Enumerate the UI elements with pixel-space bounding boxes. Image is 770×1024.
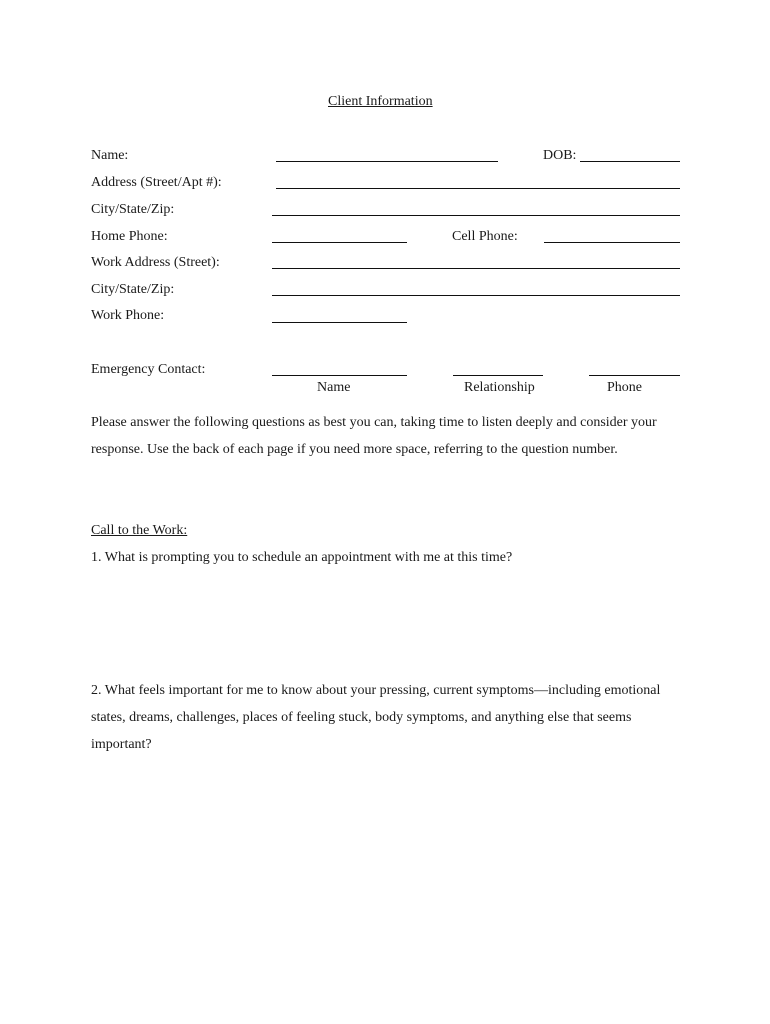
work-address-field[interactable]	[272, 268, 680, 269]
dob-field[interactable]	[580, 161, 680, 162]
label-emergency-contact: Emergency Contact:	[91, 362, 206, 377]
caption-relationship: Relationship	[464, 380, 535, 395]
emergency-name-field[interactable]	[272, 375, 407, 376]
label-work-city-state-zip: City/State/Zip:	[91, 282, 175, 297]
instructions-paragraph: Please answer the following questions as best you can, taking time to listen deeply and consider your response. Use the back of each page if you need more space, referring to the question number.	[91, 415, 657, 457]
label-address: Address (Street/Apt #):	[91, 175, 222, 190]
label-home-phone: Home Phone:	[91, 229, 168, 244]
cell-phone-field[interactable]	[544, 242, 680, 243]
question-1: 1. What is prompting you to schedule an appointment with me at this time?	[91, 550, 513, 565]
label-city-state-zip: City/State/Zip:	[91, 202, 175, 217]
label-work-phone: Work Phone:	[91, 308, 165, 323]
caption-phone: Phone	[607, 380, 642, 395]
address-field[interactable]	[276, 188, 680, 189]
caption-name: Name	[317, 380, 351, 395]
label-cell-phone: Cell Phone:	[452, 229, 518, 244]
emergency-relationship-field[interactable]	[453, 375, 543, 376]
home-phone-field[interactable]	[272, 242, 407, 243]
work-phone-field[interactable]	[272, 322, 407, 323]
label-dob: DOB:	[543, 148, 577, 163]
question-2: 2. What feels important for me to know about your pressing, current symptoms—including emotional states, dreams, challenges, places of feeling stuck, body symptoms, and anything else that seems important?	[91, 683, 661, 752]
emergency-phone-field[interactable]	[589, 375, 680, 376]
city-state-zip-field[interactable]	[272, 215, 680, 216]
page-title: Client Information	[328, 94, 433, 109]
section-title: Call to the Work:	[91, 523, 188, 538]
name-field[interactable]	[276, 161, 498, 162]
work-city-state-zip-field[interactable]	[272, 295, 680, 296]
label-name: Name:	[91, 148, 129, 163]
label-work-address: Work Address (Street):	[91, 255, 220, 270]
